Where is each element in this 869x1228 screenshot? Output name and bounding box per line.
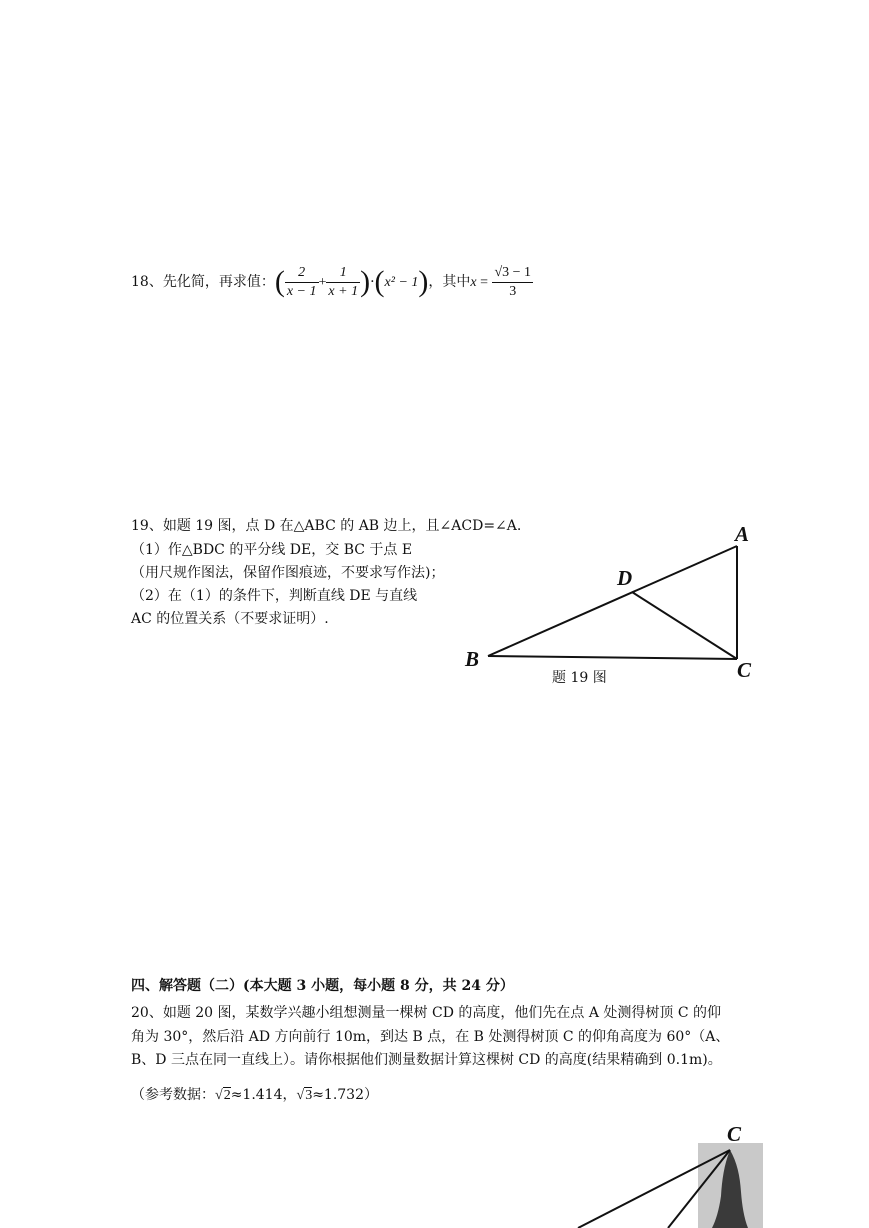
question-18	[131, 262, 533, 302]
sqrt-2-approx: ≈1.414，	[230, 1087, 297, 1103]
tree-photo	[698, 1143, 763, 1228]
figure-19-label-c: C	[737, 658, 752, 682]
sqrt-2: √2	[215, 1088, 231, 1103]
figure-19-label-a: A	[735, 522, 750, 546]
x-variable: x	[470, 275, 477, 290]
right-paren: )	[418, 265, 429, 298]
sqrt-3-approx: ≈1.732）	[312, 1087, 378, 1103]
question-20-reference-data	[131, 1085, 378, 1106]
fraction-numerator: √3 − 1	[492, 264, 533, 283]
figure-20-label-c: C	[727, 1122, 742, 1146]
segment-ab	[488, 546, 737, 656]
sqrt-3: √3	[296, 1088, 313, 1103]
figure-19-caption: 题 19 图	[552, 670, 607, 686]
section-4-heading: 四、解答题（二）(本大题 3 小题，每小题 8 分，共 24 分）	[131, 978, 514, 994]
question-19-line-1: 19、如题 19 图，点 D 在△ABC 的 AB 边上，且∠ACD=∠A.	[131, 518, 522, 534]
question-20-line-1: 20、如题 20 图，某数学兴趣小组想测量一棵树 CD 的高度，他们先在点 A 处测得树顶 C 的仰	[131, 1005, 721, 1021]
question-20-line-2: 角为 30°，然后沿 AD 方向前行 10m，到达 B 点，在 B 处测得树顶 C 的仰角高度为 60°（A、	[131, 1029, 730, 1045]
segment-dc	[632, 592, 737, 659]
factor-x-squared-minus-1: x² − 1	[384, 275, 419, 290]
x-value-fraction	[492, 264, 533, 301]
fraction-denominator: x + 1	[328, 283, 359, 299]
left-paren: (	[374, 265, 385, 298]
plus-sign: +	[318, 275, 327, 290]
equals-sign: =	[476, 275, 489, 290]
reference-prefix: （参考数据：	[131, 1087, 215, 1103]
fraction-denominator: 3	[509, 283, 517, 299]
question-19-line-3: （用尺规作图法，保留作图痕迹，不要求写作法)；	[131, 565, 445, 581]
fraction-2-over-x-minus-1	[285, 264, 319, 301]
sqrt-2-radicand: 2	[223, 1088, 231, 1103]
right-paren: )	[360, 265, 371, 298]
fraction-numerator: 1	[326, 264, 360, 283]
where-text: ，其中	[428, 274, 471, 290]
question-20-line-3: B、D 三点在同一直线上）。请你根据他们测量数据计算这棵树 CD 的高度(结果精确到 0.1m)。	[131, 1052, 722, 1068]
fraction-denominator: x − 1	[286, 283, 317, 299]
question-19-line-5: AC 的位置关系（不要求证明）.	[131, 611, 329, 627]
sqrt-3-radicand: 3	[305, 1088, 313, 1103]
figure-19-label-d: D	[617, 566, 633, 590]
segment-bc	[488, 656, 737, 659]
multiply-dot: ·	[370, 274, 375, 290]
fraction-numerator: 2	[285, 264, 319, 283]
left-paren: (	[274, 265, 285, 298]
fraction-1-over-x-plus-1	[326, 264, 360, 301]
figure-19-label-b: B	[465, 647, 480, 671]
question-19-line-4: （2）在（1）的条件下，判断直线 DE 与直线	[131, 588, 418, 604]
question-19-line-2: （1）作△BDC 的平分线 DE，交 BC 于点 E	[131, 542, 413, 558]
question-18-prefix: 18、先化简，再求值：	[131, 274, 275, 290]
